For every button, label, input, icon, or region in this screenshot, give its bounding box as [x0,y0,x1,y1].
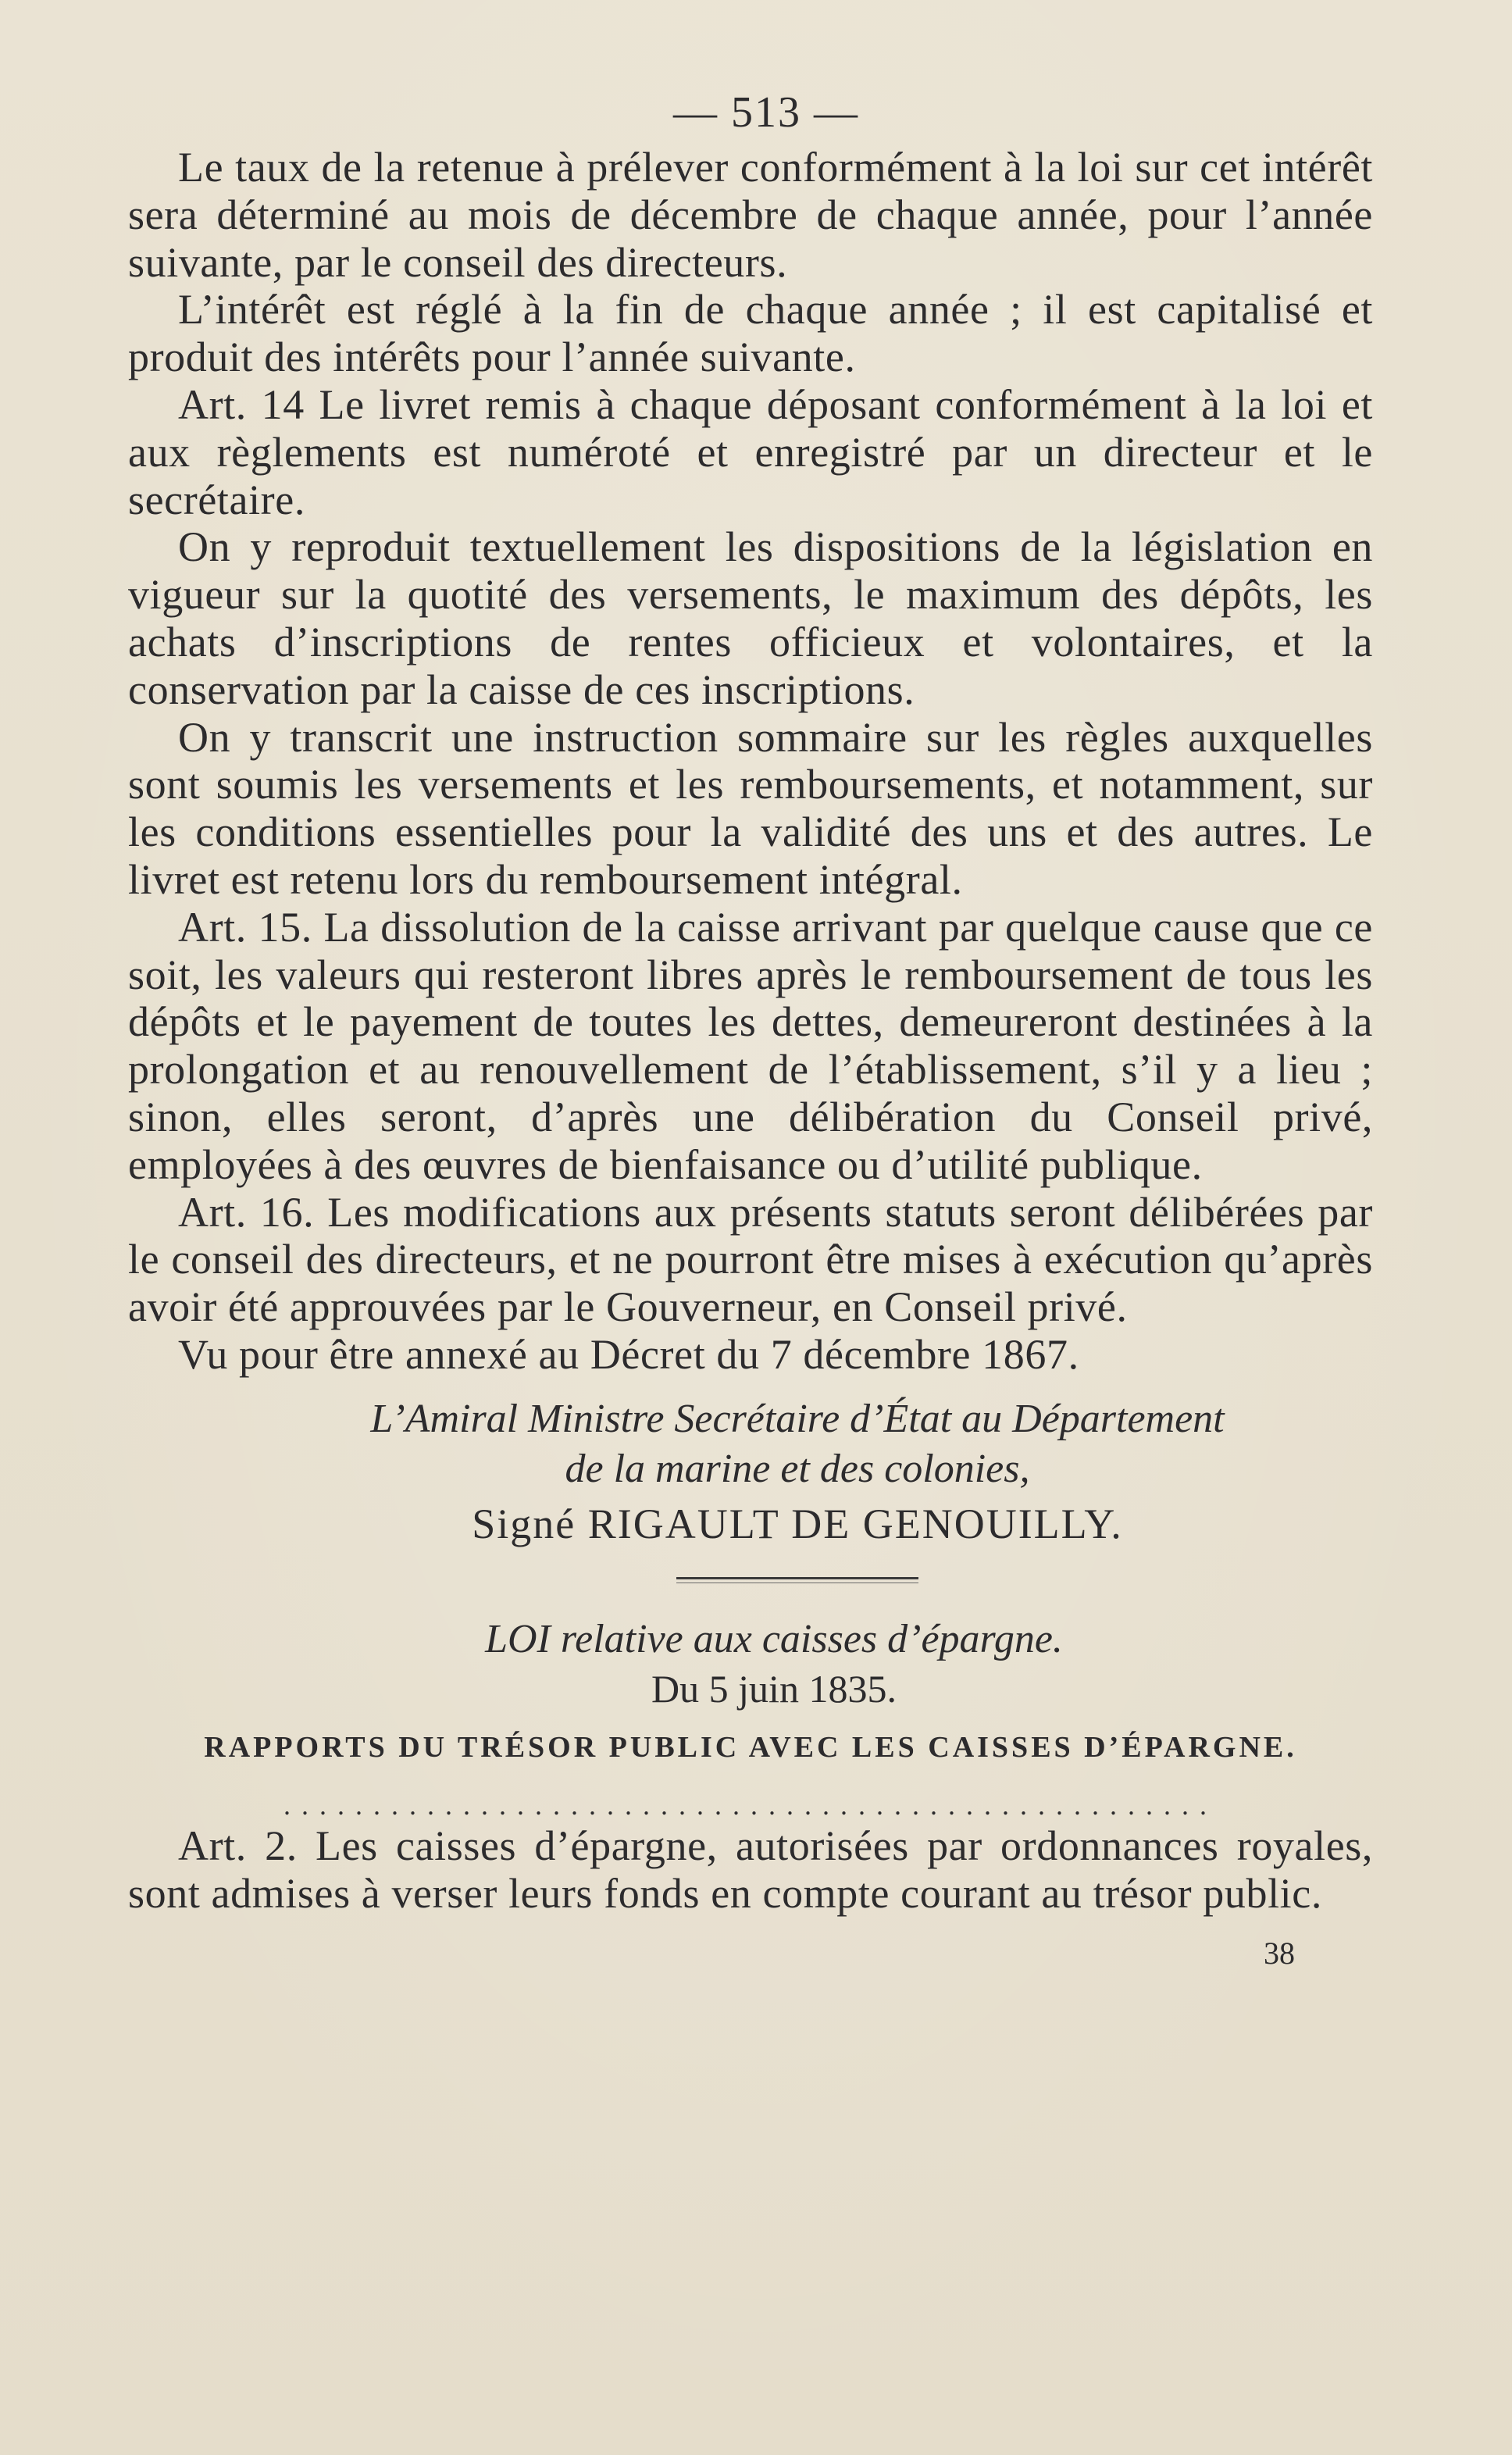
law-date: Du 5 juin 1835. [651,1666,897,1711]
paragraph-art-16: Art. 16. Les modifications aux présents statuts seront délibérées par le conseil des directeurs, et ne pourront être mises à exécution qu’après avoir été approuvées par le Gouverneur, en Conseil privé. [128,1188,1373,1331]
paragraph-law-art-2: Art. 2. Les caisses d’épargne, autorisées par ordonnances royales, sont admises à verser leurs fonds en compte courant au trésor public. [128,1822,1373,1917]
page-text [128,81,1373,1973]
signature-block [128,1394,1373,1494]
ellipsis-dots: .................................................... [284,1789,1218,1821]
paragraph-transcrit: On y transcrit une instruction sommaire sur les règles auxquelles sont soumis les versements et les remboursements, et notamment, sur les conditions essentielles pour la validité des uns et des autres. Le livret est retenu lors du remboursement intégral. [128,713,1373,903]
page-number: — 513 — [673,88,859,137]
paragraph-art-14: Art. 14 Le livret remis à chaque déposant conformément à la loi et aux règlements est numéroté et enregistré par un directeur et le secrétaire. [128,380,1373,523]
paragraph-interet: L’intérêt est réglé à la fin de chaque année ; il est capitalisé et produit des intérêts pour l’année suivante. [128,286,1373,381]
folio-number: 38 [1264,1936,1295,1971]
paragraph-art-15: Art. 15. La dissolution de la caisse arrivant par quelque cause que ce soit, les valeurs qui resteront libres après le remboursement de tous les dépôts et le payement de toutes les dettes, demeureront destinées à la prolongation et au renouvellement de l’établissement, s’il y a lieu ; sinon, elles seront, d’après une délibération du Conseil privé, employées à des œuvres de bienfaisance ou d’utilité publique. [128,903,1373,1188]
paragraph-retenue: Le taux de la retenue à prélever conformément à la loi sur cet intérêt sera déterminé au mois de décembre de chaque année, pour l’année suivante, par le conseil des directeurs. [128,144,1373,286]
signature-department: de la marine et des colonies, [565,1446,1030,1491]
separator-rule [676,1577,918,1579]
signatory: Signé RIGAULT DE GENOUILLY. [472,1500,1123,1547]
signature-title: L’Amiral Ministre Secrétaire d’État au Département [370,1396,1225,1441]
section-heading: RAPPORTS DU TRÉSOR PUBLIC AVEC LES CAISSES D’ÉPARGNE. [204,1730,1297,1764]
law-title: LOI relative aux caisses d’épargne. [485,1616,1063,1661]
paragraph-reproduit: On y reproduit textuellement les dispositions de la législation en vigueur sur la quotité des versements, le maximum des dépôts, les achats d’inscriptions de rentes officieux et volontaires, et la conservation par la caisse de ces inscriptions. [128,523,1373,713]
paragraph-annexe: Vu pour être annexé au Décret du 7 décembre 1867. [178,1330,1079,1378]
